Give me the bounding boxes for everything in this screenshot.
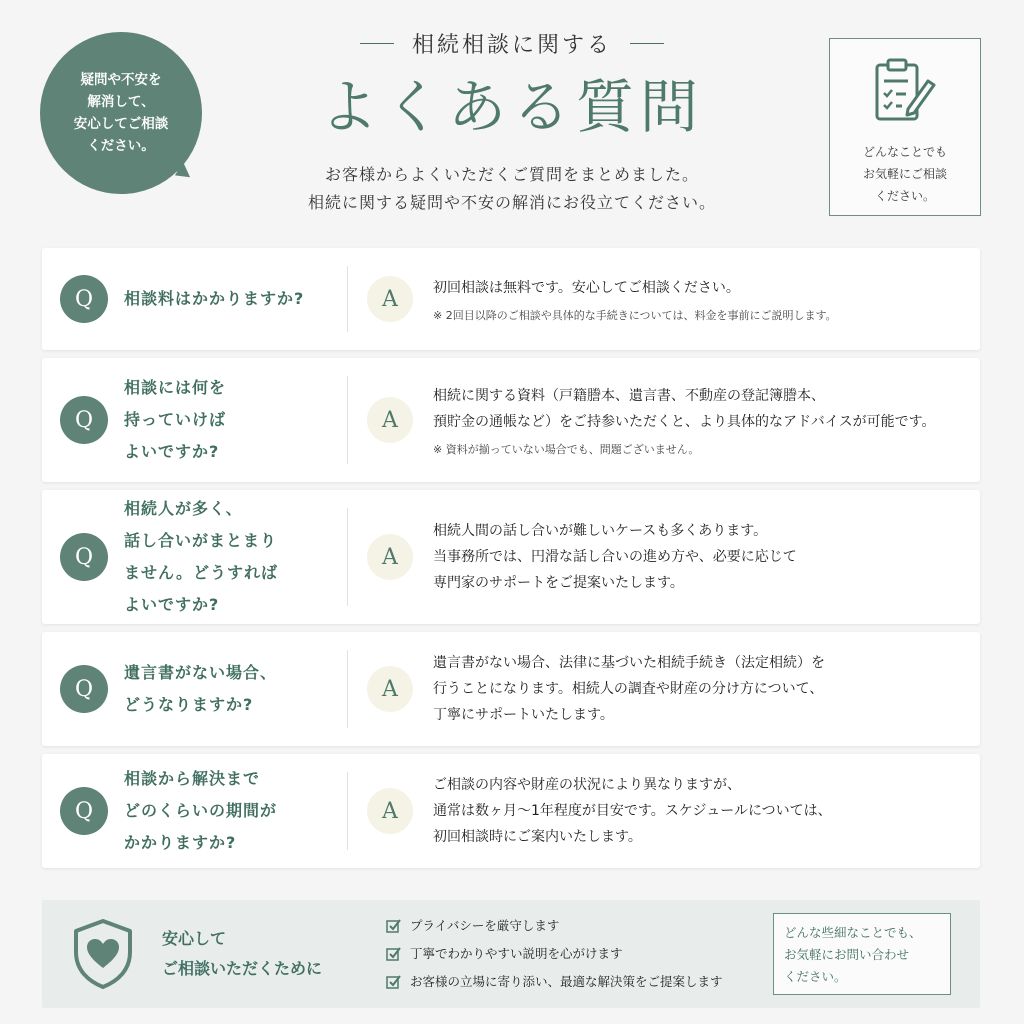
intro-line: お客様からよくいただくご質問をまとめました。 [324, 165, 699, 184]
consult-card [829, 38, 981, 216]
faq-item [42, 358, 980, 482]
question-text: 相続人が多く、 話し合いがまとまり ません。どうすれば よいですか? [124, 499, 278, 614]
clipboard-pen-icon [872, 57, 938, 127]
question-area [42, 275, 347, 323]
faq-list [42, 248, 980, 876]
answer-area [347, 383, 980, 457]
intro-line: 相続に関する疑問や不安の解消にお役立てください。 [307, 193, 716, 212]
question-text: 遺言書がない場合、 どうなりますか? [124, 663, 278, 714]
question-area [42, 763, 347, 859]
question-text: 相談から解決まで どのくらいの期間が かかりますか? [124, 769, 278, 852]
faq-item [42, 248, 980, 350]
consult-card-line: ください。 [874, 189, 935, 203]
page-header [220, 28, 804, 217]
assurance-footer [42, 900, 980, 1008]
answer-content [433, 518, 797, 596]
faq-divider [347, 508, 348, 606]
check-item-text: 丁寧でわかりやすい説明を心がけます [410, 946, 623, 961]
subtitle-line-left [360, 43, 394, 44]
answer-text: ご相談の内容や財産の状況により異なりますが、 通常は数ヶ月〜1年程度が目安です。スケジュールについては、 初回相談時にご案内いたします。 [433, 777, 832, 845]
subtitle-row [220, 28, 804, 59]
check-item [386, 912, 751, 940]
answer-text: 相続人間の話し合いが難しいケースも多くあります。 当事務所では、円滑な話し合いの進め方や、必要に応じて 専門家のサポートをご提案いたします。 [433, 523, 797, 591]
answer-area [347, 518, 980, 596]
consult-card-line: お気軽にご相談 [862, 167, 947, 181]
faq-divider [347, 650, 348, 728]
answer-badge: A [367, 276, 413, 322]
answer-text: 遺言書がない場合、法律に基づいた相続手続き（法定相続）を 行うことになります。相続人の調査や財産の分け方について、 丁寧にサポートいたします。 [433, 655, 825, 723]
answer-badge: A [367, 534, 413, 580]
question-badge: Q [60, 787, 108, 835]
bubble-line: 解消して、 [87, 94, 155, 110]
answer-note: ※ 2回目以降のご相談や具体的な手続きについては、料金を事前にご説明します。 [433, 309, 837, 322]
answer-content [433, 275, 837, 323]
answer-badge: A [367, 788, 413, 834]
answer-content [433, 383, 935, 457]
assurance-checklist [386, 912, 751, 996]
question-badge: Q [60, 665, 108, 713]
footer-title: 安心して ご相談いただくために [162, 929, 323, 978]
faq-divider [347, 266, 348, 332]
answer-area [347, 650, 980, 728]
bubble-line: 疑問や不安を [80, 72, 162, 88]
check-item [386, 968, 751, 996]
answer-content [433, 650, 825, 728]
question-text: 相談には何を 持っていけば よいですか? [124, 378, 227, 461]
check-item-text: プライバシーを厳守します [410, 918, 560, 933]
answer-text: 相続に関する資料（戸籍謄本、遺言書、不動産の登記簿謄本、 預貯金の通帳など）をご持参いただくと、より具体的なアドバイスが可能です。 [433, 388, 936, 430]
subtitle-line-right [630, 43, 664, 44]
faq-divider [347, 376, 348, 464]
contact-note: どんな些細なことでも、 お気軽にお問い合わせ ください。 [773, 913, 951, 995]
consult-card-text [830, 141, 980, 207]
page-title: よくある質問 [319, 73, 704, 141]
answer-badge: A [367, 666, 413, 712]
checkbox-check-icon [386, 974, 402, 990]
bubble-line: 安心してご相談 [73, 116, 169, 132]
intro-text [220, 161, 804, 217]
bubble-line: ください。 [87, 138, 155, 154]
faq-item [42, 754, 980, 868]
checkbox-check-icon [386, 918, 402, 934]
answer-badge: A [367, 397, 413, 443]
question-area [42, 493, 347, 621]
question-badge: Q [60, 275, 108, 323]
consult-card-line: どんなことでも [862, 145, 947, 159]
question-text: 相談料はかかりますか? [124, 289, 305, 308]
faq-divider [347, 772, 348, 850]
answer-note: ※ 資料が揃っていない場合でも、問題ございません。 [433, 443, 700, 456]
question-badge: Q [60, 533, 108, 581]
shield-heart-icon [72, 918, 134, 990]
reassurance-bubble [40, 32, 202, 194]
question-area [42, 372, 347, 468]
faq-item [42, 490, 980, 624]
answer-area [347, 275, 980, 323]
question-area [42, 657, 347, 721]
check-item [386, 940, 751, 968]
check-item-text: お客様の立場に寄り添い、最適な解決策をご提案します [410, 974, 723, 989]
question-badge: Q [60, 396, 108, 444]
answer-area [347, 772, 980, 850]
answer-text: 初回相談は無料です。安心してご相談ください。 [433, 280, 740, 296]
faq-item [42, 632, 980, 746]
answer-content [433, 772, 832, 850]
checkbox-check-icon [386, 946, 402, 962]
page-subtitle: 相続相談に関する [411, 33, 612, 58]
